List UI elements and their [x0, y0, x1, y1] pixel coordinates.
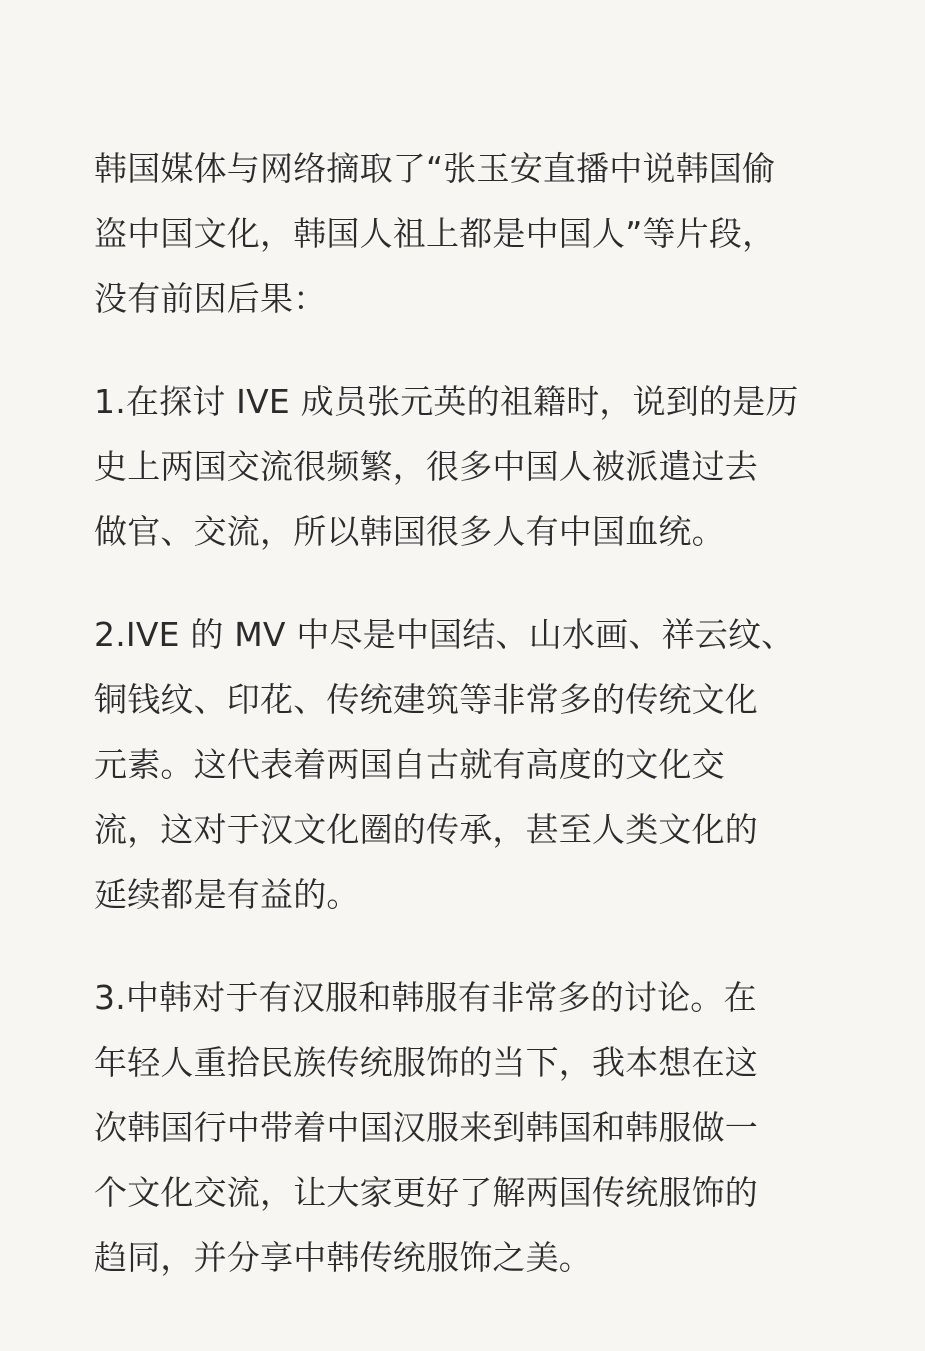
paragraph-intro [94, 136, 884, 331]
paragraph-point-3 [94, 965, 884, 1290]
text-line: 2.IVE 的 MV 中尽是中国结、山水画、祥云纹、 [94, 615, 795, 654]
text-line: 延续都是有益的。 [94, 875, 360, 914]
text-line: 个文化交流，让大家更好了解两国传统服饰的 [94, 1173, 758, 1212]
text-line: 元素。这代表着两国自古就有高度的文化交 [94, 745, 725, 784]
article-body [94, 136, 884, 1290]
paragraph-point-1 [94, 369, 884, 564]
text-line: 趋同，并分享中韩传统服饰之美。 [94, 1238, 592, 1277]
text-line: 年轻人重拾民族传统服饰的当下，我本想在这 [94, 1043, 758, 1082]
text-line: 韩国媒体与网络摘取了“张玉安直播中说韩国偷 [94, 149, 776, 188]
text-line: 1.在探讨 IVE 成员张元英的祖籍时，说到的是历 [94, 382, 799, 421]
text-line: 次韩国行中带着中国汉服来到韩国和韩服做一 [94, 1108, 758, 1147]
text-line: 3.中韩对于有汉服和韩服有非常多的讨论。在 [94, 978, 757, 1017]
text-line: 史上两国交流很频繁，很多中国人被派遣过去 [94, 447, 758, 486]
text-line: 流，这对于汉文化圈的传承，甚至人类文化的 [94, 810, 758, 849]
text-line: 做官、交流，所以韩国很多人有中国血统。 [94, 512, 725, 551]
text-line: 盗中国文化，韩国人祖上都是中国人”等片段， [94, 214, 776, 253]
text-line: 没有前因后果： [94, 279, 327, 318]
paragraph-point-2 [94, 602, 884, 927]
text-line: 铜钱纹、印花、传统建筑等非常多的传统文化 [94, 680, 758, 719]
